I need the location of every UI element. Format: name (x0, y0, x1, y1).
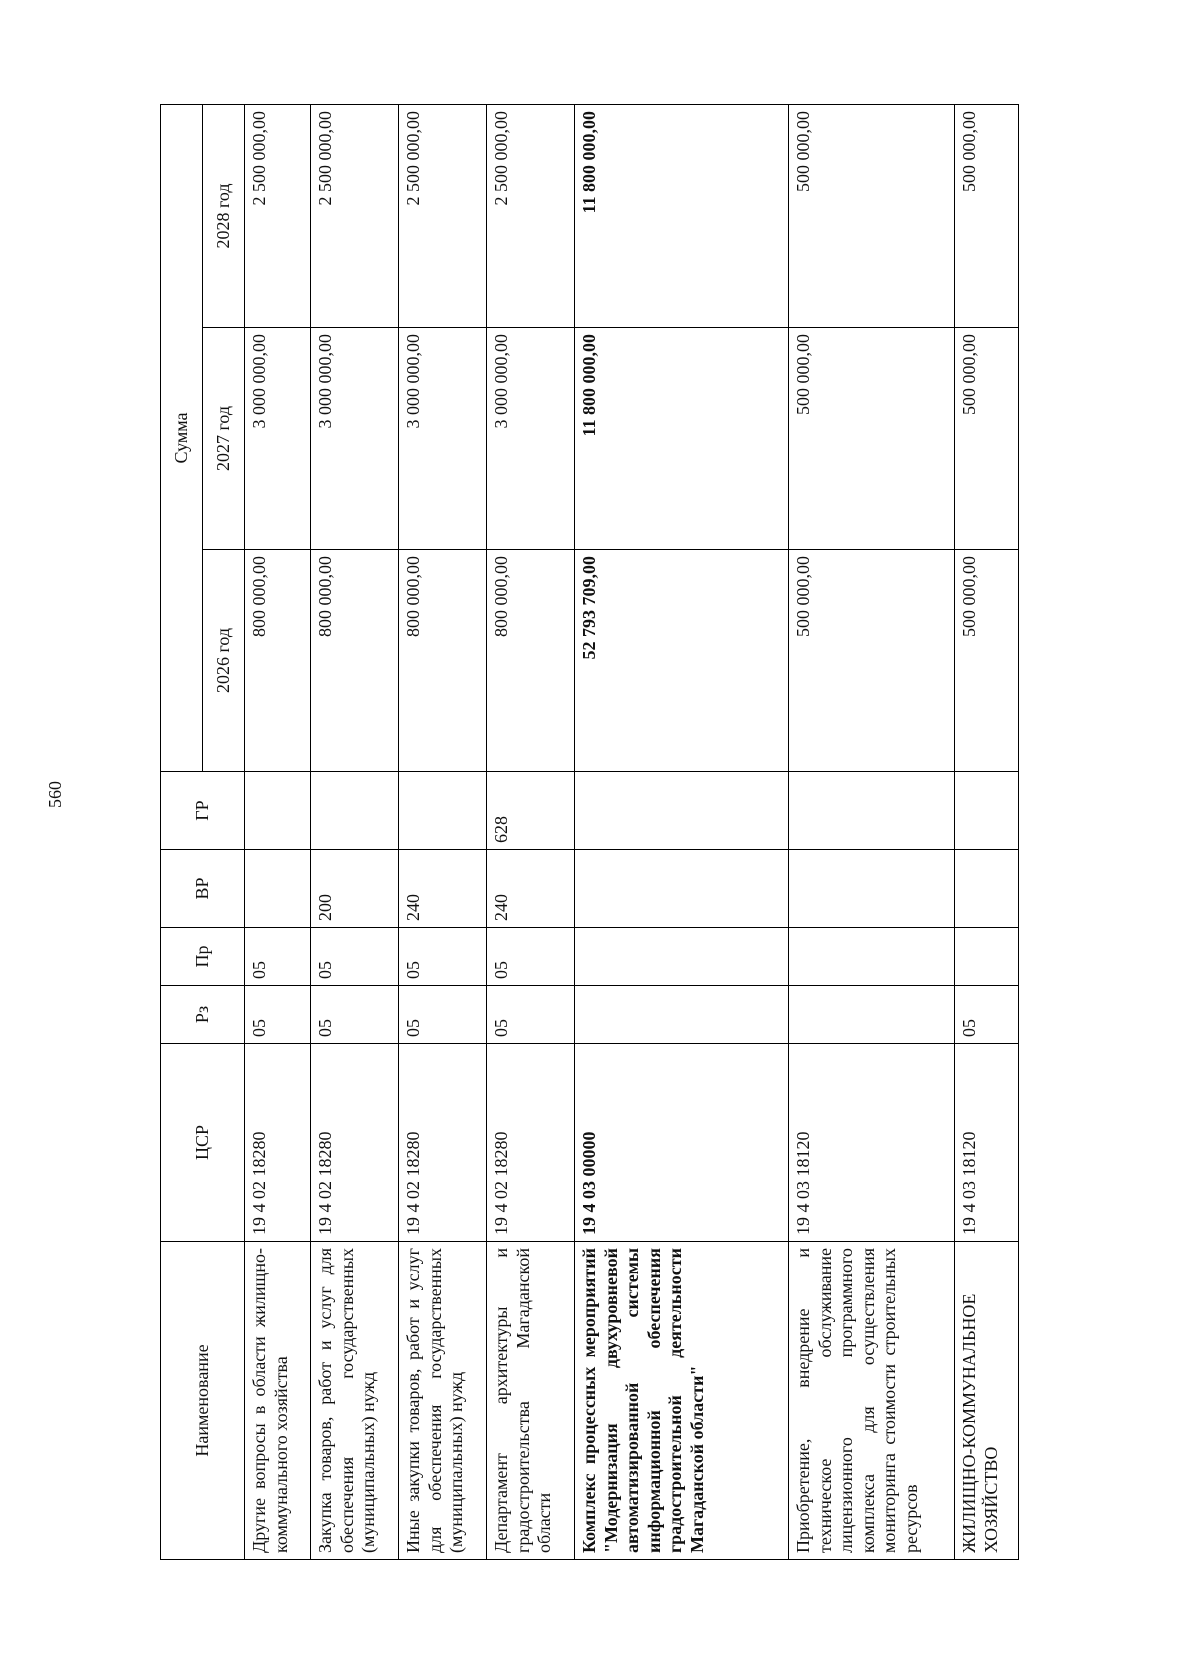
row-2026: 800 000,00 (245, 550, 311, 772)
row-2026: 800 000,00 (311, 550, 399, 772)
table-row (575, 104, 789, 1559)
row-csr: 19 4 02 18280 (399, 1044, 487, 1242)
row-rz: 05 (245, 986, 311, 1044)
row-gr (575, 772, 789, 850)
budget-table (160, 104, 1019, 1560)
row-gr (955, 772, 1019, 850)
table-row (487, 104, 575, 1559)
table-row (955, 104, 1019, 1559)
row-rz: 05 (399, 986, 487, 1044)
row-2026: 500 000,00 (789, 550, 955, 772)
page-number: 560 (45, 781, 65, 808)
row-2027: 3 000 000,00 (311, 328, 399, 550)
row-csr: 19 4 03 18120 (955, 1044, 1019, 1242)
header-name: Наименование (161, 1242, 245, 1560)
row-vr: 240 (487, 850, 575, 928)
row-2028: 2 500 000,00 (311, 104, 399, 327)
table-row (311, 104, 399, 1559)
row-gr (245, 772, 311, 850)
row-2026: 800 000,00 (399, 550, 487, 772)
table-row (399, 104, 487, 1559)
row-2028: 2 500 000,00 (399, 104, 487, 327)
header-2028: 2028 год (203, 104, 245, 327)
row-pr (955, 928, 1019, 986)
row-vr (789, 850, 955, 928)
header-pr: Пр (161, 928, 245, 986)
row-2026: 500 000,00 (955, 550, 1019, 772)
header-2027: 2027 год (203, 328, 245, 550)
table-row (789, 104, 955, 1559)
row-pr (575, 928, 789, 986)
header-gr: ГР (161, 772, 245, 850)
row-pr: 05 (311, 928, 399, 986)
row-csr: 19 4 03 00000 (575, 1044, 789, 1242)
row-gr (789, 772, 955, 850)
row-rz (789, 986, 955, 1044)
row-2027: 3 000 000,00 (245, 328, 311, 550)
row-pr: 05 (487, 928, 575, 986)
row-2027: 3 000 000,00 (399, 328, 487, 550)
row-name: ЖИЛИЩНО-КОММУНАЛЬНОЕ ХОЗЯЙСТВО (955, 1242, 1019, 1560)
row-pr: 05 (399, 928, 487, 986)
row-vr (575, 850, 789, 928)
row-pr: 05 (245, 928, 311, 986)
row-gr: 628 (487, 772, 575, 850)
row-vr: 200 (311, 850, 399, 928)
header-2026: 2026 год (203, 550, 245, 772)
row-name: Департамент архитектуры и градостроительства Магаданской области (487, 1242, 575, 1560)
row-2026: 800 000,00 (487, 550, 575, 772)
budget-table-container (160, 105, 1060, 1560)
row-rz: 05 (955, 986, 1019, 1044)
row-vr: 240 (399, 850, 487, 928)
header-vr: ВР (161, 850, 245, 928)
row-csr: 19 4 02 18280 (487, 1044, 575, 1242)
row-2028: 2 500 000,00 (245, 104, 311, 327)
row-2027: 11 800 000,00 (575, 328, 789, 550)
row-2028: 500 000,00 (955, 104, 1019, 327)
row-name: Другие вопросы в области жилищно-коммунального хозяйства (245, 1242, 311, 1560)
row-rz (575, 986, 789, 1044)
header-rz: Рз (161, 986, 245, 1044)
table-row (245, 104, 311, 1559)
row-pr (789, 928, 955, 986)
row-2026: 52 793 709,00 (575, 550, 789, 772)
row-name: Комплекс процессных мероприятий "Модернизация двухуровневой автоматизированной системы информационной обеспечения градостроительной деятельности Магаданской области" (575, 1242, 789, 1560)
row-2028: 2 500 000,00 (487, 104, 575, 327)
row-rz: 05 (311, 986, 399, 1044)
row-vr (245, 850, 311, 928)
row-name: Приобретение, внедрение и техническое обслуживание лицензионного программного комплекса для осуществления мониторинга стоимости строительных ресурсов (789, 1242, 955, 1560)
row-2027: 500 000,00 (955, 328, 1019, 550)
row-vr (955, 850, 1019, 928)
header-sum: Сумма (161, 104, 203, 771)
row-2027: 500 000,00 (789, 328, 955, 550)
row-2028: 11 800 000,00 (575, 104, 789, 327)
row-name: Закупка товаров, работ и услуг для обеспечения государственных (муниципальных) нужд (311, 1242, 399, 1560)
row-csr: 19 4 02 18280 (311, 1044, 399, 1242)
row-gr (311, 772, 399, 850)
row-gr (399, 772, 487, 850)
row-2028: 500 000,00 (789, 104, 955, 327)
row-rz: 05 (487, 986, 575, 1044)
row-csr: 19 4 03 18120 (789, 1044, 955, 1242)
row-name: Иные закупки товаров, работ и услуг для обеспечения государственных (муниципальных) нужд (399, 1242, 487, 1560)
header-csr: ЦСР (161, 1044, 245, 1242)
row-csr: 19 4 02 18280 (245, 1044, 311, 1242)
row-2027: 3 000 000,00 (487, 328, 575, 550)
